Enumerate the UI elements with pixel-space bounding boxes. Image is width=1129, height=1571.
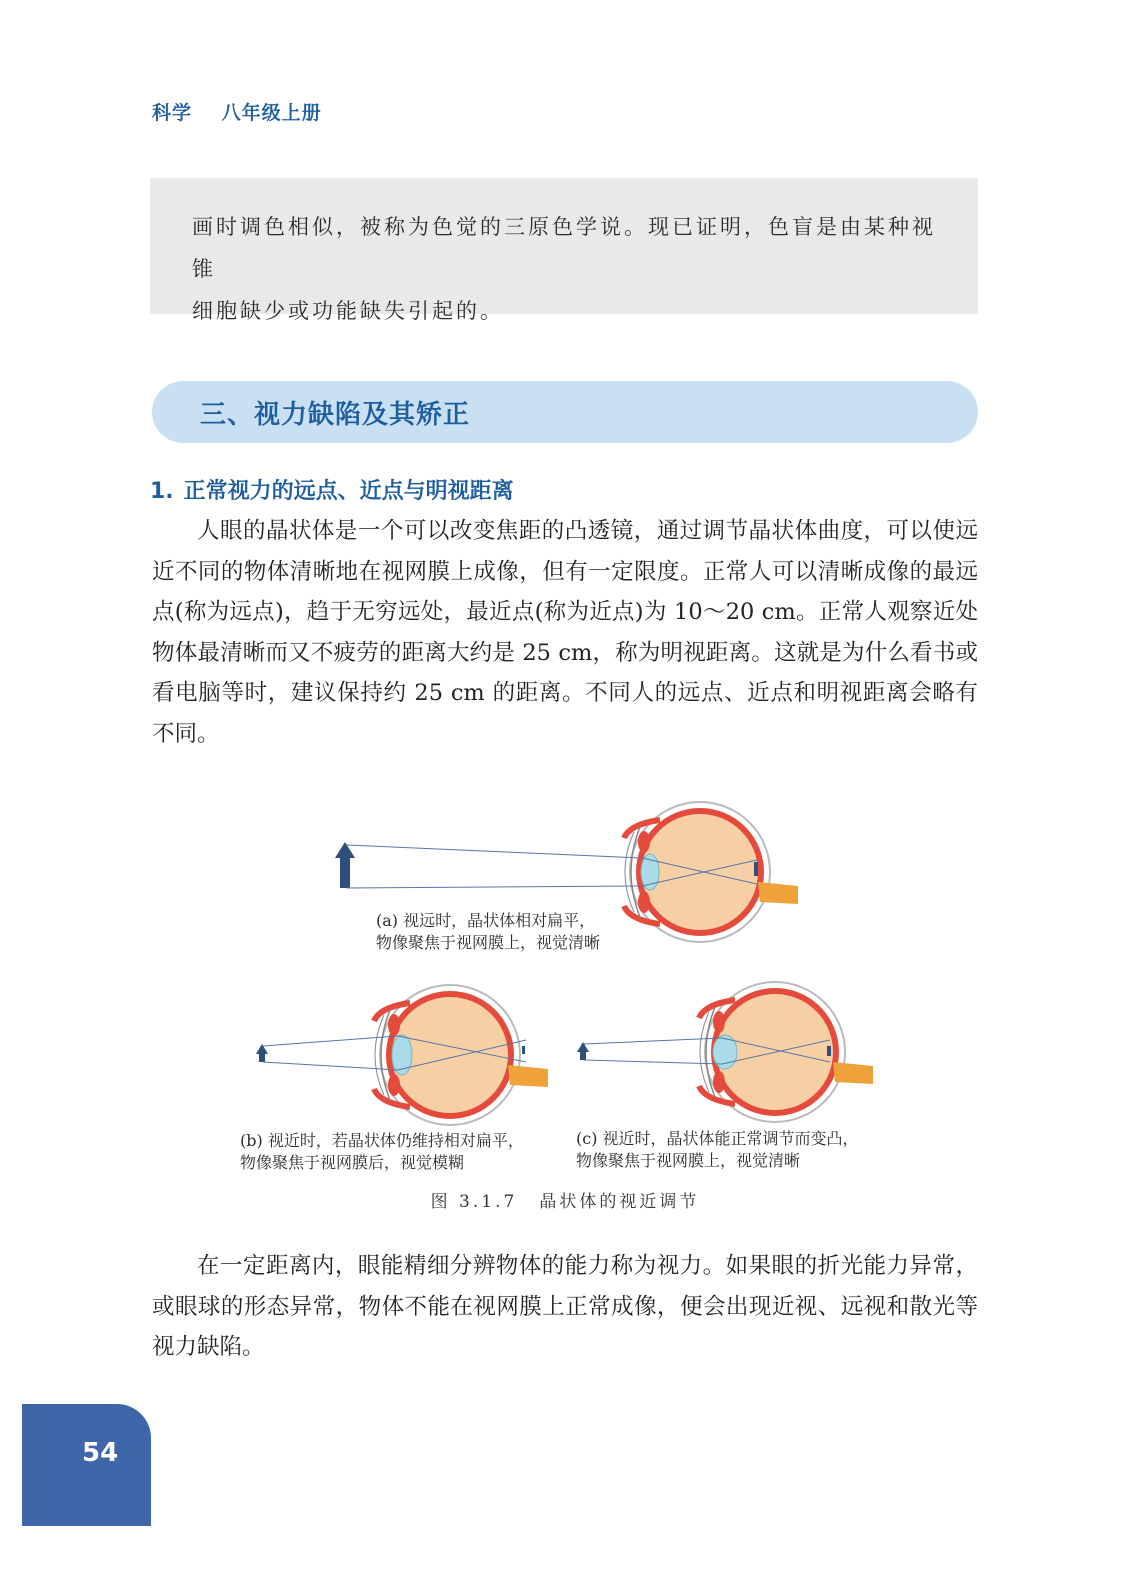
note-box — [150, 178, 978, 323]
page-number: 54 — [82, 1438, 119, 1468]
paragraph: 人眼的晶状体是一个可以改变焦距的凸透镜，通过调节晶状体曲度，可以使远近不同的物体清晰地在视网膜上成像，但有一定限度。正常人可以清晰成像的最远点(称为远点)，趋于无穷远处，最近点(称为近点)为 10～20 cm。正常人观察近处物体最清晰而又不疲劳的距离大约是 25 cm，称为明视距离。这就是为什么看书或看电脑等时，建议保持约 25 cm 的距离。不同人的远点、近点和明视距离会略有不同。 — [152, 518, 978, 747]
caption-a-line: (a) 视远时，晶状体相对扁平， — [376, 911, 596, 930]
note-line: 画时调色相似，被称为色觉的三原色学说。现已证明，色盲是由某种视锥 — [192, 215, 936, 281]
figure-caption-title: 晶状体的视近调节 — [539, 1192, 700, 1212]
caption-a — [376, 910, 600, 954]
caption-c-line: (c) 视近时，晶状体能正常调节而变凸， — [576, 1129, 859, 1148]
header-subject: 科学 — [152, 102, 193, 124]
header-grade: 八年级上册 — [221, 102, 322, 124]
figure-title — [230, 1187, 900, 1212]
note-line: 细胞缺少或功能缺失引起的。 — [192, 299, 504, 323]
subsection-number: 1. — [150, 479, 174, 504]
running-head — [152, 98, 344, 125]
page-number-tab — [22, 1404, 151, 1526]
figure-eye-accommodation — [230, 800, 900, 1220]
caption-c — [576, 1128, 859, 1172]
paragraph: 在一定距离内，眼能精细分辨物体的能力称为视力。如果眼的折光能力异常，或眼球的形态异常，物体不能在视网膜上正常成像，便会出现近视、远视和散光等视力缺陷。 — [152, 1253, 978, 1360]
eye-diagram-c — [577, 982, 873, 1122]
caption-b — [240, 1130, 524, 1174]
section-banner — [152, 381, 978, 443]
figure-number: 图 3.1.7 — [430, 1192, 518, 1212]
caption-a-line: 物像聚焦于视网膜上，视觉清晰 — [376, 933, 601, 952]
eye-diagram-b — [256, 985, 548, 1125]
subsection-title: 正常视力的远点、近点与明视距离 — [183, 479, 514, 504]
caption-c-line: 物像聚焦于视网膜上，视觉清晰 — [576, 1151, 801, 1170]
caption-b-line: (b) 视近时，若晶状体仍维持相对扁平， — [240, 1131, 524, 1150]
section-title: 三、视力缺陷及其矫正 — [200, 400, 471, 430]
caption-b-line: 物像聚焦于视网膜后，视觉模糊 — [240, 1153, 465, 1172]
subsection-heading — [150, 474, 514, 505]
